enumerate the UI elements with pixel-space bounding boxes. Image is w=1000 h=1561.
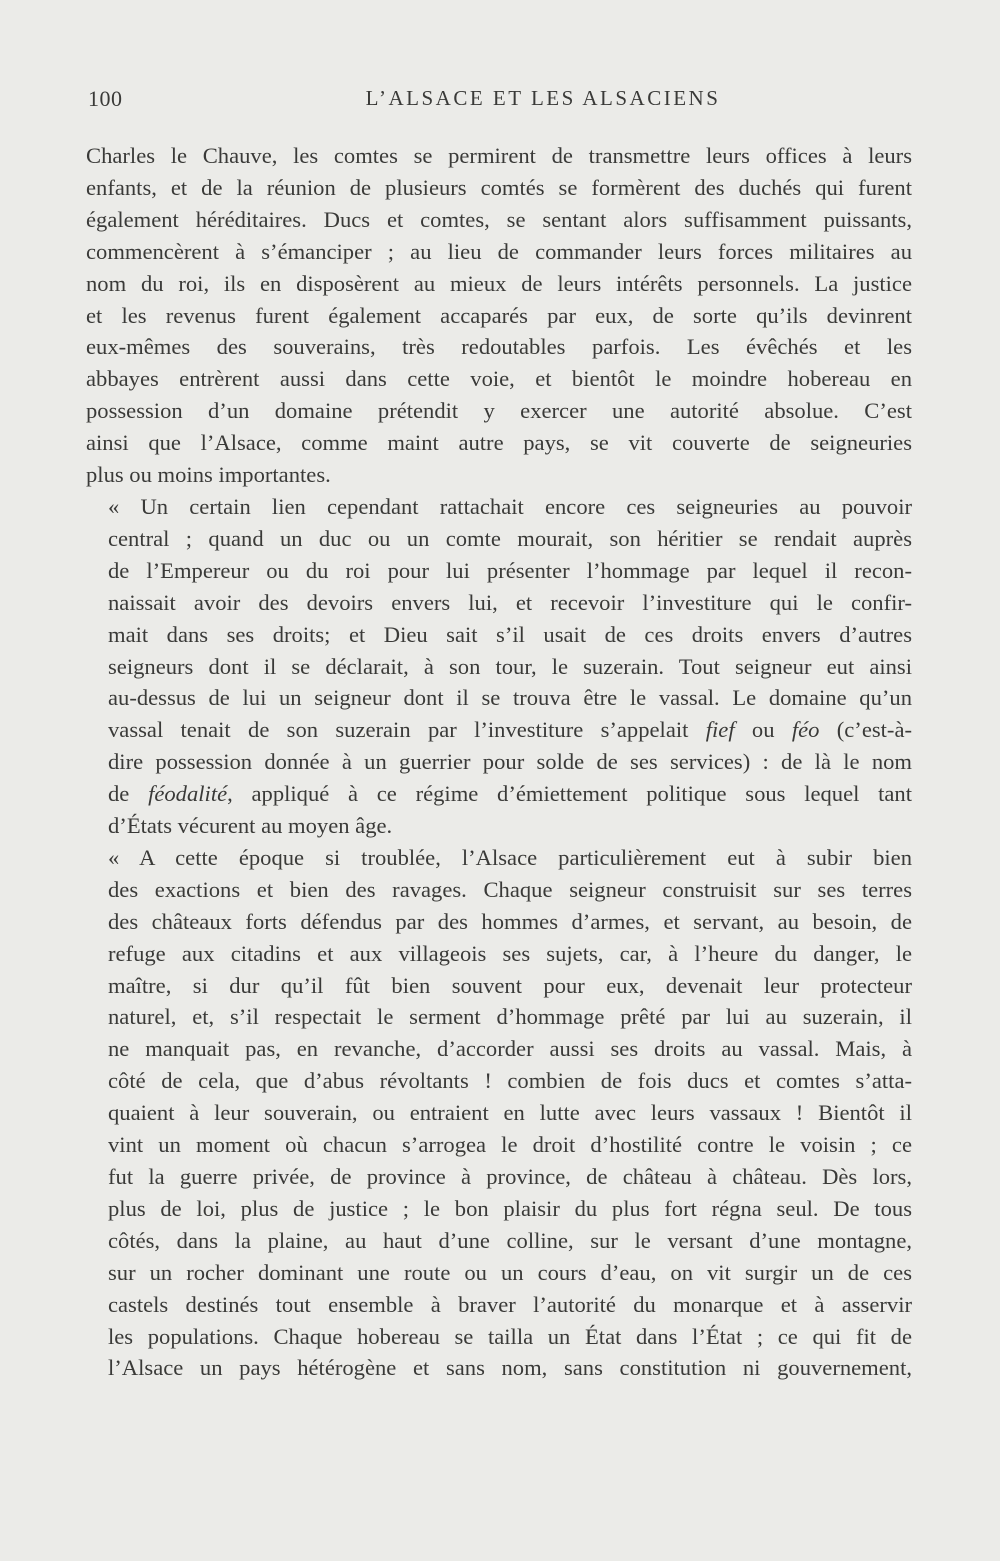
text-line: sur un rocher dominant une route ou un cours d’eau, on vit surgir un de ces xyxy=(108,1259,912,1285)
text-line: naissait avoir des devoirs envers lui, et recevoir l’investiture qui le confir- xyxy=(108,589,912,615)
text-line: possession d’un domaine prétendit y exercer une autorité absolue. C’est xyxy=(86,398,912,424)
text-line: « Un certain lien cependant rattachait encore ces seigneuries au pouvoir xyxy=(108,493,912,519)
text-line: abbayes entrèrent aussi dans cette voie, et bientôt le moindre hobereau en xyxy=(86,366,912,392)
text-line: les populations. Chaque hobereau se tailla un État dans l’État ; ce qui fit de xyxy=(108,1323,912,1349)
text-line: au-dessus de lui un seigneur dont il se trouva être le vassal. Le domaine qu’un xyxy=(108,685,912,711)
text-line: également héréditaires. Ducs et comtes, se sentant alors suffisamment puissants, xyxy=(86,206,912,232)
text-line: enfants, et de la réunion de plusieurs comtés se formèrent des duchés qui furent xyxy=(86,174,912,200)
text-line: ainsi que l’Alsace, comme maint autre pays, se vit couverte de seigneuries xyxy=(86,430,912,456)
text-line: mait dans ses droits; et Dieu sait s’il usait de ces droits envers d’autres xyxy=(108,621,912,647)
paragraph-3 xyxy=(86,842,912,1384)
text-line: Charles le Chauve, les comtes se permirent de transmettre leurs offices à leurs xyxy=(86,143,912,168)
text-line: maître, si dur qu’il fût bien souvent pour eux, devenait leur protecteur xyxy=(108,972,912,998)
text-line: naturel, et, s’il respectait le serment d’hommage prêté par lui au suzerain, il xyxy=(108,1004,912,1030)
text-line: castels destinés tout ensemble à braver l’autorité du monarque et à asservir xyxy=(108,1291,912,1317)
text-line: quaient à leur souverain, ou entraient en lutte avec leurs vassaux ! Bientôt il xyxy=(108,1100,912,1126)
text-line: plus de loi, plus de justice ; le bon plaisir du plus fort régna seul. De tous xyxy=(108,1195,912,1221)
text-line: central ; quand un duc ou un comte mourait, son héritier se rendait auprès xyxy=(108,525,912,551)
text-line: côté de cela, que d’abus révoltants ! combien de fois ducs et comtes s’atta- xyxy=(108,1068,912,1094)
text-line: de l’Empereur ou du roi pour lui présenter l’hommage par lequel il recon- xyxy=(108,557,912,583)
page-number: 100 xyxy=(88,86,123,111)
text-line: des exactions et bien des ravages. Chaque seigneur construisit sur ses terres xyxy=(108,876,912,902)
text-line: dire possession donnée à un guerrier pour solde de ses services) : de là le nom xyxy=(108,749,912,775)
text-line: eux-mêmes des souverains, très redoutables parfois. Les évêchés et les xyxy=(86,334,912,360)
body-text xyxy=(86,140,912,1384)
text-line: refuge aux citadins et aux villageois ses sujets, car, à l’heure du danger, le xyxy=(108,940,912,966)
text-line: vint un moment où chacun s’arrogea le droit d’hostilité contre le voisin ; ce xyxy=(108,1132,912,1158)
text-line: d’États vécurent au moyen âge. xyxy=(108,813,393,839)
text-line: « A cette époque si troublée, l’Alsace particulièrement eut à subir bien xyxy=(108,844,912,870)
text-line: plus ou moins importantes. xyxy=(86,462,331,488)
running-title: L’ALSACE ET LES ALSACIENS xyxy=(365,86,721,110)
running-head xyxy=(84,86,912,116)
text-line: nom du roi, ils en disposèrent au mieux de leurs intérêts personnels. La justice xyxy=(86,270,912,296)
text-line: commencèrent à s’émanciper ; au lieu de commander leurs forces militaires au xyxy=(86,238,912,264)
text-line: des châteaux forts défendus par des hommes d’armes, et servant, au besoin, de xyxy=(108,908,912,934)
text-line: et les revenus furent également accaparés par eux, de sorte qu’ils devinrent xyxy=(86,302,912,328)
text-line: ne manquait pas, en revanche, d’accorder aussi ses droits au vassal. Mais, à xyxy=(108,1036,912,1062)
text-line: seigneurs dont il se déclarait, à son tour, le suzerain. Tout seigneur eut ainsi xyxy=(108,653,912,679)
text-line: l’Alsace un pays hétérogène et sans nom, sans constitution ni gouvernement, xyxy=(108,1355,912,1381)
paragraph-1 xyxy=(86,140,912,491)
text-line: côtés, dans la plaine, au haut d’une colline, sur le versant d’une montagne, xyxy=(108,1227,912,1253)
text-line: fut la guerre privée, de province à province, de château à château. Dès lors, xyxy=(108,1164,912,1189)
paragraph-2 xyxy=(86,491,912,842)
text-line: de féodalité, appliqué à ce régime d’émiettement politique sous lequel tant xyxy=(108,781,912,807)
text-line: vassal tenait de son suzerain par l’investiture s’appelait fief ou féo (c’est-à- xyxy=(108,717,912,743)
